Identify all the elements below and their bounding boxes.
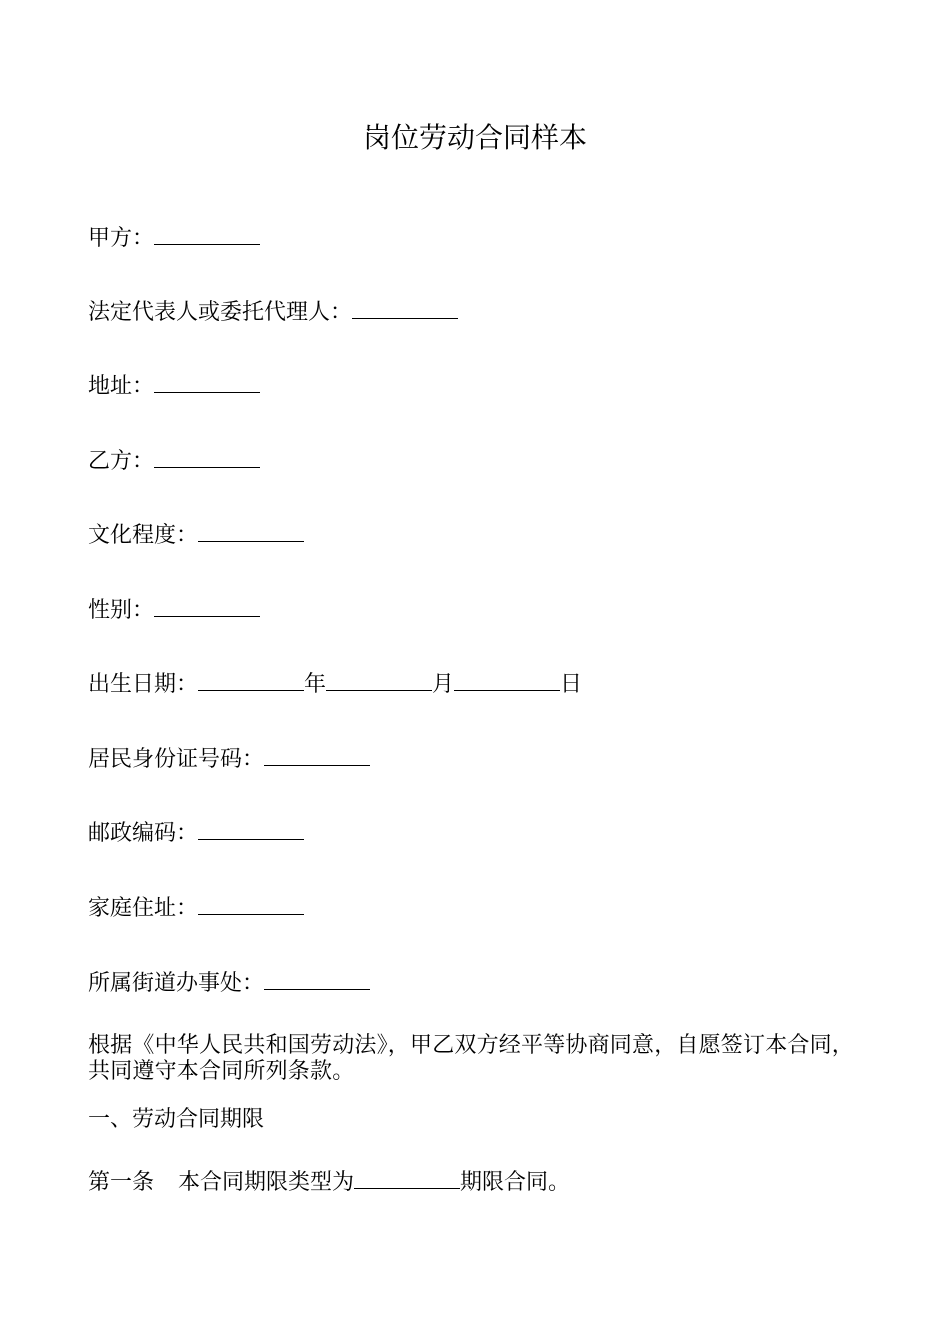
gender-blank — [154, 594, 260, 617]
birth-day-blank — [454, 668, 560, 691]
address-line — [88, 370, 260, 402]
article-1-label: 第一条 — [88, 1170, 155, 1195]
birth-year-blank — [198, 668, 304, 691]
article-1-text-after: 期限合同。 — [460, 1170, 571, 1195]
party-b-label: 乙方： — [88, 449, 155, 474]
birth-date-line — [88, 668, 582, 700]
section-heading: 一、劳动合同期限 — [88, 1107, 265, 1132]
gender-label: 性别： — [88, 598, 155, 623]
article-1-text-before: 本合同期限类型为 — [178, 1170, 355, 1195]
address-label: 地址： — [88, 374, 155, 399]
year-label: 年 — [304, 672, 327, 697]
subdistrict-office-label: 所属街道办事处： — [88, 971, 265, 996]
subdistrict-office-blank — [264, 967, 370, 990]
subdistrict-office-line — [88, 967, 370, 999]
education-label: 文化程度： — [88, 523, 199, 548]
address-blank — [154, 370, 260, 393]
party-a-blank — [154, 222, 260, 245]
intro-paragraph: 根据《中华人民共和国劳动法》，甲乙双方经平等协商同意，自愿签订本合同，共同遵守本合同所列条款。 — [88, 1033, 855, 1084]
home-address-line — [88, 892, 304, 924]
representative-line — [88, 296, 458, 328]
postal-code-line — [88, 817, 304, 849]
postal-code-blank — [198, 817, 304, 840]
representative-label: 法定代表人或委托代理人： — [88, 300, 353, 325]
home-address-label: 家庭住址： — [88, 896, 199, 921]
party-b-line — [88, 445, 260, 477]
article-1-line — [88, 1166, 570, 1198]
id-number-label: 居民身份证号码： — [88, 747, 265, 772]
birth-month-blank — [326, 668, 432, 691]
id-number-blank — [264, 743, 370, 766]
document-title: 岗位劳动合同样本 — [362, 121, 587, 154]
contract-type-blank — [354, 1166, 460, 1189]
postal-code-label: 邮政编码： — [88, 821, 199, 846]
representative-blank — [352, 296, 458, 319]
home-address-blank — [198, 892, 304, 915]
education-line — [88, 519, 304, 551]
education-blank — [198, 519, 304, 542]
gender-line — [88, 594, 260, 626]
party-a-line — [88, 222, 260, 254]
party-a-label: 甲方： — [88, 226, 155, 251]
month-label: 月 — [432, 672, 455, 697]
birth-date-label: 出生日期： — [88, 672, 199, 697]
id-number-line — [88, 743, 370, 775]
party-b-blank — [154, 445, 260, 468]
day-label: 日 — [560, 672, 583, 697]
